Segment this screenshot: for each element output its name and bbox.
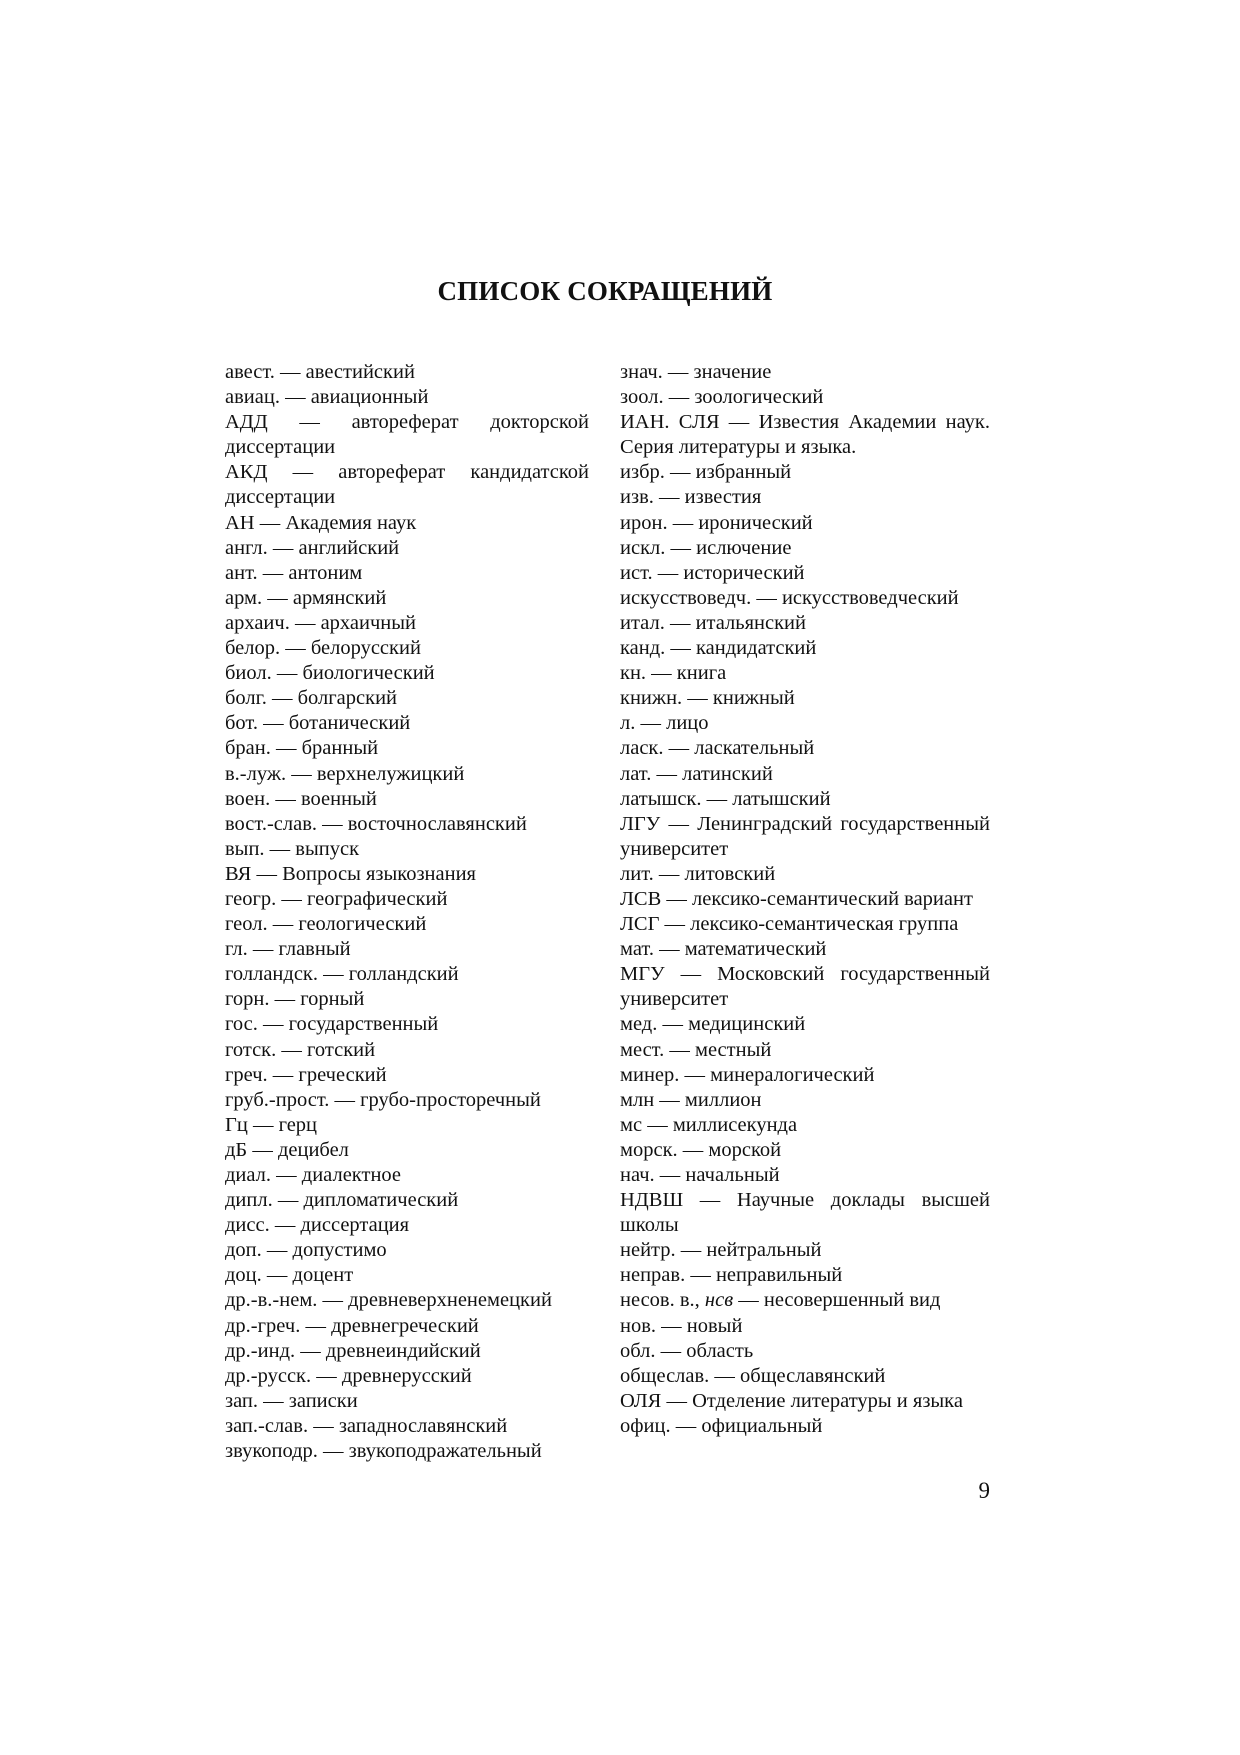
abbreviation-entry: АДД — автореферат докторской диссертации <box>225 411 589 459</box>
abbreviation-entry: в.-луж. — верхнелужицкий <box>225 762 465 785</box>
page-title: СПИСОК СОКРАЩЕНИЙ <box>437 276 773 306</box>
abbreviation-entry: ВЯ — Вопросы языкознания <box>225 862 476 885</box>
abbreviation-entry: изв. — известия <box>620 486 762 509</box>
abbreviation-entry: белор. — белорусский <box>225 637 421 660</box>
abbreviation-entry: ант. — антоним <box>225 561 363 584</box>
abbreviation-entry: горн. — горный <box>225 988 365 1011</box>
abbreviation-entry: др.-в.-нем. — древневерхненемецкий <box>225 1289 552 1312</box>
abbreviation-entry: доц. — доцент <box>225 1264 354 1287</box>
abbreviation-entry: общеслав. — общеславянский <box>620 1364 886 1387</box>
abbreviation-entry: неправ. — неправильный <box>620 1264 843 1287</box>
abbreviation-entry: диал. — диалектное <box>225 1164 402 1186</box>
abbreviation-entry: готск. — готский <box>225 1038 376 1061</box>
abbreviation-entry: др.-русск. — древнерусский <box>225 1364 472 1387</box>
abbreviation-entry: дипл. — дипломатический <box>225 1189 459 1212</box>
abbreviation-entry: зап. — записки <box>225 1389 358 1412</box>
abbreviation-entry: обл. — область <box>620 1339 754 1362</box>
abbreviation-entry: морск. — морской <box>620 1138 782 1161</box>
abbreviation-entry: гос. — государственный <box>225 1013 439 1036</box>
abbreviation-entry: л. — лицо <box>620 712 709 735</box>
abbreviation-entry: ИАН. СЛЯ — Известия Академии наук. Серия литературы и языка. <box>620 411 990 459</box>
abbreviation-entry: лит. — литовский <box>620 862 776 885</box>
abbreviation-entry <box>620 1288 990 1313</box>
abbreviation-entry: кн. — книга <box>620 662 727 685</box>
abbreviation-entry: зоол. — зоологический <box>620 386 824 409</box>
abbreviation-entry: голландск. — голландский <box>225 963 459 986</box>
abbreviation-entry: ЛСГ — лексико-семантическая группа <box>620 913 959 936</box>
abbreviation-entry: латышск. — латышский <box>620 787 831 810</box>
abbreviation-entry: МГУ — Московский государственный университет <box>620 963 990 1011</box>
abbreviation-entry: нов. — новый <box>620 1314 743 1337</box>
abbreviation-entry: звукоподр. — звукоподражательный <box>225 1440 542 1463</box>
abbreviation-entry: искл. — ислючение <box>620 536 792 559</box>
abbreviation-entry: др.-инд. — древнеиндийский <box>225 1339 481 1362</box>
abbreviation-entry: англ. — английский <box>225 536 400 559</box>
abbreviation-entry: мед. — медицинский <box>620 1013 806 1036</box>
abbreviation-entry: ласк. — ласкательный <box>620 737 815 760</box>
abbreviation-entry: офиц. — официальный <box>620 1414 823 1437</box>
abbreviation-entry: АКД — автореферат кандидатской диссертации <box>225 461 589 509</box>
abbreviation-entry: дисс. — диссертация <box>225 1214 410 1237</box>
abbreviation-entry: груб.-прост. — грубо-просторечный <box>225 1088 541 1111</box>
abbreviation-entry: минер. — минералогический <box>620 1063 875 1086</box>
abbreviation-entry: лат. — латинский <box>620 762 773 785</box>
abbreviation-entry: Гц — герц <box>225 1113 318 1136</box>
abbreviation-entry: гл. — главный <box>225 938 351 961</box>
abbreviation-part: — несовершенный вид <box>733 1289 941 1312</box>
abbreviation-entry: бот. — ботанический <box>225 712 411 735</box>
abbreviation-entry: геогр. — географический <box>225 887 448 910</box>
page-number: 9 <box>978 1478 990 1503</box>
abbreviation-entry: книжн. — книжный <box>620 687 795 710</box>
abbreviation-entry: ЛГУ — Ленинградский государственный университет <box>620 812 990 860</box>
abbreviation-entry: НДВШ — Научные доклады высшей школы <box>620 1189 990 1237</box>
abbreviation-entry: ист. — исторический <box>620 561 805 584</box>
abbreviation-part: несов. в., <box>620 1289 705 1312</box>
abbreviation-entry: мест. — местный <box>620 1038 772 1061</box>
abbreviation-entry: итал. — итальянский <box>620 611 807 634</box>
abbreviation-entry: греч. — греческий <box>225 1063 387 1086</box>
abbreviation-entry: мат. — математический <box>620 938 827 961</box>
abbreviation-entry: АН — Академия наук <box>225 511 417 534</box>
abbreviation-entry: доп. — допустимо <box>225 1239 387 1262</box>
abbreviations-left-column <box>225 360 589 1464</box>
abbreviation-entry: др.-греч. — древнегреческий <box>225 1314 479 1337</box>
abbreviation-entry: биол. — биологический <box>225 662 435 685</box>
abbreviation-entry: мс — миллисекунда <box>620 1113 798 1136</box>
abbreviation-entry: знач. — значение <box>620 361 772 383</box>
abbreviation-entry: ОЛЯ — Отделение литературы и языка <box>620 1389 963 1412</box>
abbreviation-entry: авиац. — авиационный <box>225 386 429 409</box>
abbreviation-entry: болг. — болгарский <box>225 687 398 710</box>
abbreviation-entry: арм. — армянский <box>225 586 387 609</box>
abbreviation-entry: бран. — бранный <box>225 737 379 760</box>
abbreviation-entry: зап.-слав. — западнославянский <box>225 1414 508 1437</box>
abbreviation-entry: искусствоведч. — искусствоведческий <box>620 586 959 609</box>
abbreviation-entry: ЛСВ — лексико-семантический вариант <box>620 887 973 910</box>
abbreviation-italic-part: нсв <box>704 1289 734 1312</box>
abbreviation-entry: канд. — кандидатский <box>620 637 817 660</box>
abbreviation-entry: геол. — геологический <box>225 913 427 936</box>
abbreviation-entry: авест. — авестийский <box>225 361 415 383</box>
abbreviation-entry: млн — миллион <box>620 1088 762 1111</box>
abbreviation-entry: нач. — начальный <box>620 1164 780 1186</box>
abbreviation-entry: вып. — выпуск <box>225 837 360 860</box>
abbreviation-entry: нейтр. — нейтральный <box>620 1239 822 1262</box>
abbreviations-right-column <box>620 360 990 1439</box>
abbreviation-entry: воен. — военный <box>225 787 377 810</box>
abbreviation-entry: избр. — избранный <box>620 461 792 484</box>
abbreviation-entry: архаич. — архаичный <box>225 611 417 634</box>
abbreviation-entry: вост.-слав. — восточнославянский <box>225 812 527 835</box>
abbreviation-entry: дБ — децибел <box>225 1138 349 1161</box>
abbreviation-entry: ирон. — иронический <box>620 511 813 534</box>
